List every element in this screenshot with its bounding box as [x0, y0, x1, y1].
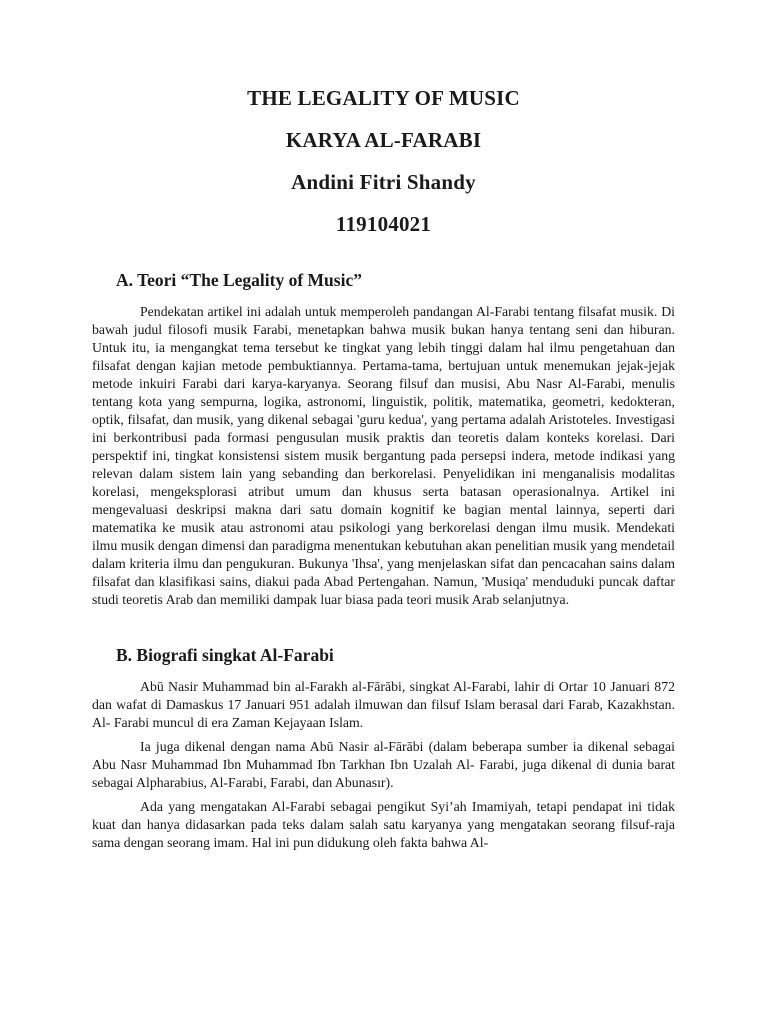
section-b-paragraph-2: Ia juga dikenal dengan nama Abū Nasir al-Fārābi (dalam beberapa sumber ia dikenal sebagai Abu Nasr Muhammad Ibn Muhammad Ibn Tarkhan Ibn Uzalah Al- Farabi, juga dikenal di dunia barat sebagai Alpharabius, Al-Farabi, Farabi, dan Abunasır). — [92, 739, 675, 790]
student-id: 119104021 — [335, 212, 432, 236]
document-title: THE LEGALITY OF MUSIC — [247, 86, 520, 110]
section-a-paragraph: Pendekatan artikel ini adalah untuk memperoleh pandangan Al-Farabi tentang filsafat musik. Di bawah judul filosofi musik Farabi, menetapkan bahwa musik bukan hanya tentang seni dan hiburan. Untuk itu, ia mengangkat tema tersebut ke tingkat yang lebih tinggi dalam hal ilmu pengetahuan dan filsafat dengan kajian metode pembuktiannya. Pertama-tama, bertujuan untuk menemukan jejak-jejak metode inkuiri Farabi dari karya-karyanya. Seorang filsuf dan musisi, Abu Nasr Al-Farabi, menulis tentang kota yang sempurna, logika, astronomi, linguistik, politik, matematika, geometri, kedokteran, optik, filsafat, dan musik, yang dikenal sebagai 'guru kedua', yang pertama adalah Aristoteles. Investigasi ini berkontribusi pada formasi pengusulan musik praktis dan teoretis dalam konteks korelasi. Dari perspektif ini, tingkat konsistensi sistem musik bergantung pada persepsi indera, metode indikasi yang relevan dalam sistem lain yang sebanding dan berkorelasi. Penyelidikan ini menganalisis modalitas korelasi, mengeksplorasi atribut umum dan khusus serta batasan operasionalnya. Artikel ini mengevaluasi deskripsi makna dari satu domain kognitif ke bagian mental lainnya, seperti dari matematika ke musik atau astronomi atau psikologi yang berkorelasi dengan ilmu musik. Mendekati ilmu musik dengan dimensi dan paradigma menentukan kebutuhan akan penelitian musik yang mendetail dalam kriteria ilmu dan pengukuran. Bukunya 'Ihsa', yang menjelaskan sifat dan pencacahan sains dalam filsafat dan klasifikasi sains, diakui pada Abad Pertengahan. Namun, 'Musiqa' menduduki puncak daftar studi teoretis Arab dan memiliki dampak luar biasa pada teori musik Arab selanjutnya. — [92, 304, 675, 607]
section-b-paragraph-1: Abū Nasir Muhammad bin al-Farakh al-Fārābi, singkat Al-Farabi, lahir di Ortar 10 Januari 872 dan wafat di Damaskus 17 Januari 951 adalah ilmuwan dan filsuf Islam berasal dari Farab, Kazakhstan. Al- Farabi muncul di era Zaman Kejayaan Islam. — [92, 679, 675, 730]
author-name: Andini Fitri Shandy — [291, 170, 476, 194]
section-b-paragraph-3: Ada yang mengatakan Al-Farabi sebagai pengikut Syi’ah Imamiyah, tetapi pendapat ini tidak kuat dan hanya didasarkan pada teks dalam salah satu karyanya yang mengatakan seorang filsuf-raja sama dengan seorang imam. Hal ini pun didukung oleh fakta bahwa Al- — [92, 799, 675, 850]
section-heading-teori: A. Teori “The Legality of Music” — [116, 270, 362, 290]
section-heading-biografi: B. Biografi singkat Al-Farabi — [116, 645, 334, 665]
document-title-block — [92, 0, 675, 235]
document-subtitle: KARYA AL-FARABI — [285, 128, 482, 152]
